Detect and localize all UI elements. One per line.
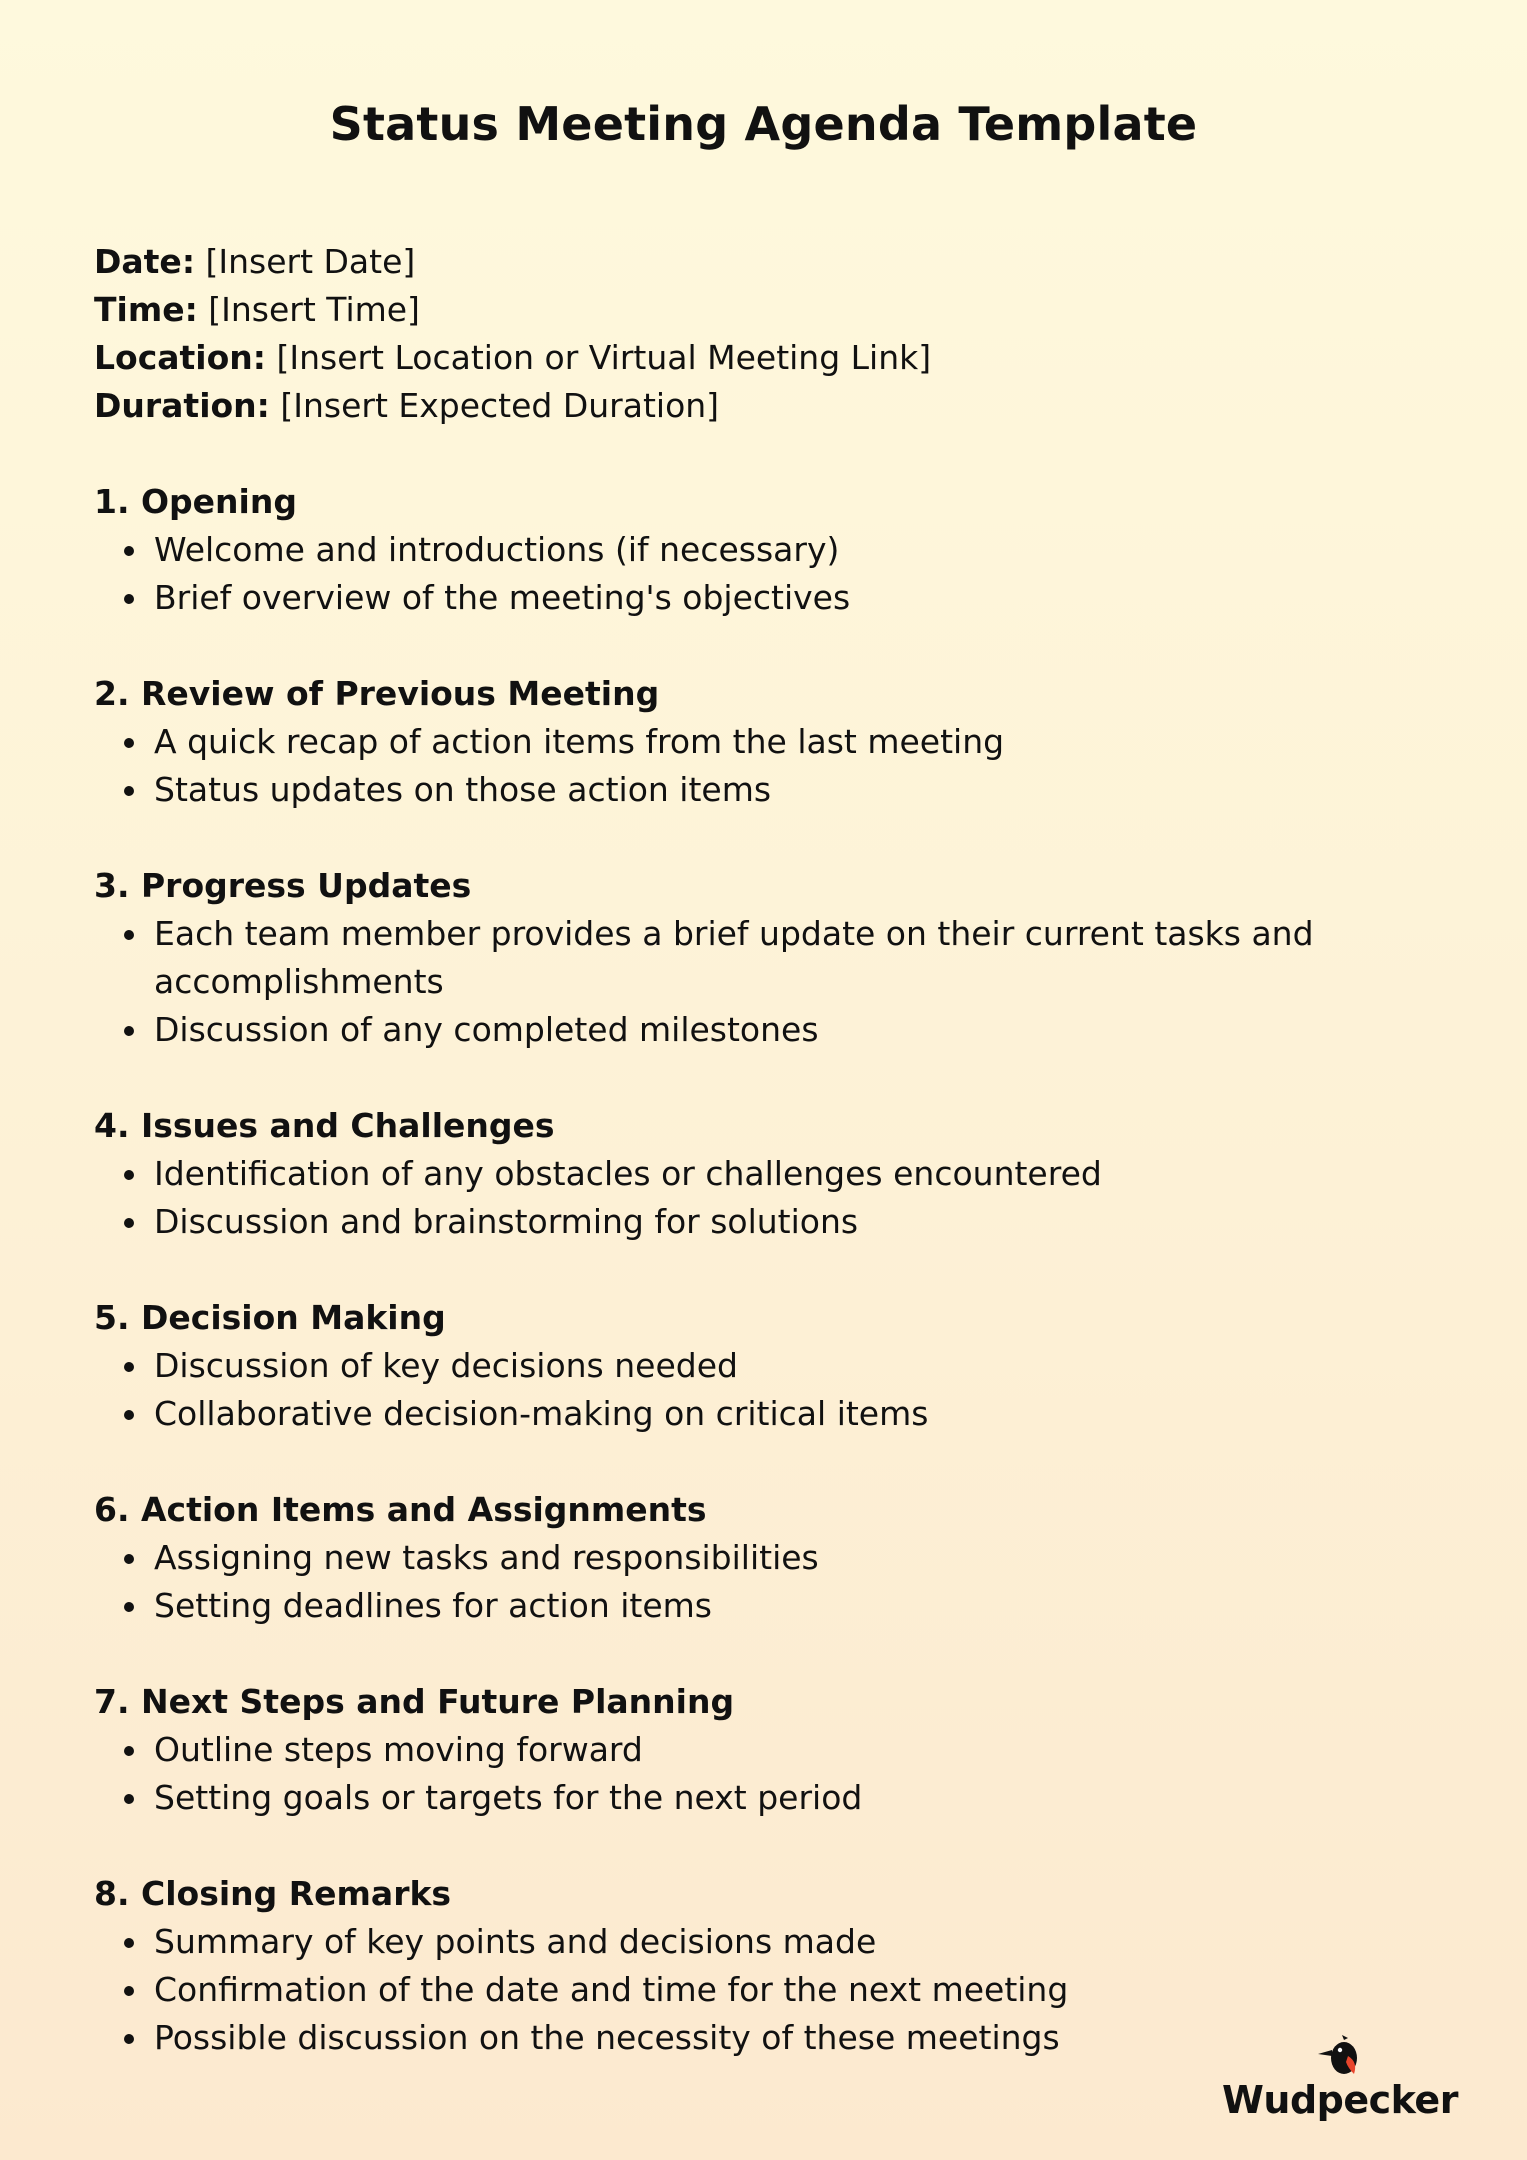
agenda-section (94, 1678, 1354, 1822)
list-item (94, 1390, 1354, 1438)
bullet-icon (124, 1794, 134, 1804)
list-item-text: Collaborative decision-making on critical items (154, 1394, 929, 1433)
list-item-text: Identification of any obstacles or challenges encountered (154, 1154, 1102, 1193)
bullet-icon (124, 546, 134, 556)
section-heading: 6. Action Items and Assignments (94, 1490, 707, 1529)
list-item-text: A quick recap of action items from the last meeting (154, 722, 1005, 761)
list-item (94, 1198, 1354, 1246)
list-item-text: Brief overview of the meeting's objectives (154, 578, 851, 617)
list-item-text: Each team member provides a brief update on their current tasks and accomplishments (154, 914, 1314, 1001)
agenda-section (94, 670, 1354, 814)
section-heading: 5. Decision Making (94, 1298, 446, 1337)
list-item-text: Assigning new tasks and responsibilities (154, 1538, 819, 1577)
list-item (94, 766, 1354, 814)
bullet-icon (124, 1986, 134, 1996)
list-item (94, 526, 1354, 574)
bullet-icon (124, 1602, 134, 1612)
list-item (94, 1726, 1354, 1774)
list-item (94, 1582, 1354, 1630)
list-item-text: Welcome and introductions (if necessary) (154, 530, 840, 569)
list-item-text: Setting goals or targets for the next period (154, 1778, 863, 1817)
meta-label: Duration: (94, 386, 270, 425)
meta-value: [Insert Location or Virtual Meeting Link] (265, 338, 932, 377)
list-item-text: Discussion of any completed milestones (154, 1010, 819, 1049)
bullet-list (94, 1150, 1354, 1246)
list-item-text: Summary of key points and decisions made (154, 1922, 877, 1961)
meeting-details (94, 238, 931, 430)
meta-label: Time: (94, 290, 198, 329)
bullet-icon (124, 1554, 134, 1564)
list-item-text: Setting deadlines for action items (154, 1586, 712, 1625)
agenda-section (94, 862, 1354, 1054)
bullet-list (94, 718, 1354, 814)
section-heading: 3. Progress Updates (94, 866, 472, 905)
bullet-icon (124, 1938, 134, 1948)
bullet-icon (124, 1410, 134, 1420)
bullet-list (94, 1726, 1354, 1822)
list-item (94, 718, 1354, 766)
list-item-text: Discussion of key decisions needed (154, 1346, 738, 1385)
bullet-icon (124, 1746, 134, 1756)
bullet-icon (124, 1362, 134, 1372)
list-item (94, 1342, 1354, 1390)
meta-label: Date: (94, 242, 196, 281)
meta-row (94, 286, 931, 334)
section-heading: 2. Review of Previous Meeting (94, 674, 660, 713)
bullet-icon (124, 930, 134, 940)
list-item-text: Confirmation of the date and time for the next meeting (154, 1970, 1069, 2009)
list-item-text: Status updates on those action items (154, 770, 772, 809)
section-heading: 4. Issues and Challenges (94, 1106, 555, 1145)
bullet-list (94, 526, 1354, 622)
section-heading: 7. Next Steps and Future Planning (94, 1682, 735, 1721)
list-item-text: Outline steps moving forward (154, 1730, 643, 1769)
wudpecker-logo (1222, 2034, 1482, 2124)
agenda-section (94, 478, 1354, 622)
meta-value: [Insert Expected Duration] (269, 386, 720, 425)
bullet-icon (124, 1026, 134, 1036)
agenda-section (94, 1486, 1354, 1630)
bullet-list (94, 1534, 1354, 1630)
meta-value: [Insert Time] (197, 290, 420, 329)
list-item (94, 1966, 1354, 2014)
list-item (94, 1774, 1354, 1822)
meta-row (94, 238, 931, 286)
agenda-section (94, 1294, 1354, 1438)
meta-row (94, 334, 931, 382)
list-item (94, 910, 1354, 1006)
meta-value: [Insert Date] (195, 242, 416, 281)
bullet-icon (124, 786, 134, 796)
agenda-section (94, 1102, 1354, 1246)
list-item-text: Possible discussion on the necessity of these meetings (154, 2018, 1060, 2057)
bullet-icon (124, 2034, 134, 2044)
list-item (94, 1006, 1354, 1054)
agenda-sections (94, 478, 1354, 2062)
bullet-icon (124, 1170, 134, 1180)
agenda-section (94, 1870, 1354, 2062)
section-heading: 1. Opening (94, 482, 297, 521)
bullet-icon (124, 1218, 134, 1228)
logo-wordmark: Wudpecker (1222, 2078, 1458, 2122)
page-title: Status Meeting Agenda Template (329, 97, 1198, 151)
bullet-list (94, 1918, 1354, 2062)
list-item (94, 1918, 1354, 1966)
bullet-list (94, 910, 1354, 1054)
section-heading: 8. Closing Remarks (94, 1874, 452, 1913)
list-item-text: Discussion and brainstorming for solutions (154, 1202, 859, 1241)
bullet-icon (124, 738, 134, 748)
woodpecker-icon (1314, 2034, 1370, 2076)
list-item (94, 2014, 1354, 2062)
list-item (94, 1150, 1354, 1198)
meta-row (94, 382, 931, 430)
list-item (94, 1534, 1354, 1582)
meta-label: Location: (94, 338, 266, 377)
list-item (94, 574, 1354, 622)
bullet-icon (124, 594, 134, 604)
bullet-list (94, 1342, 1354, 1438)
